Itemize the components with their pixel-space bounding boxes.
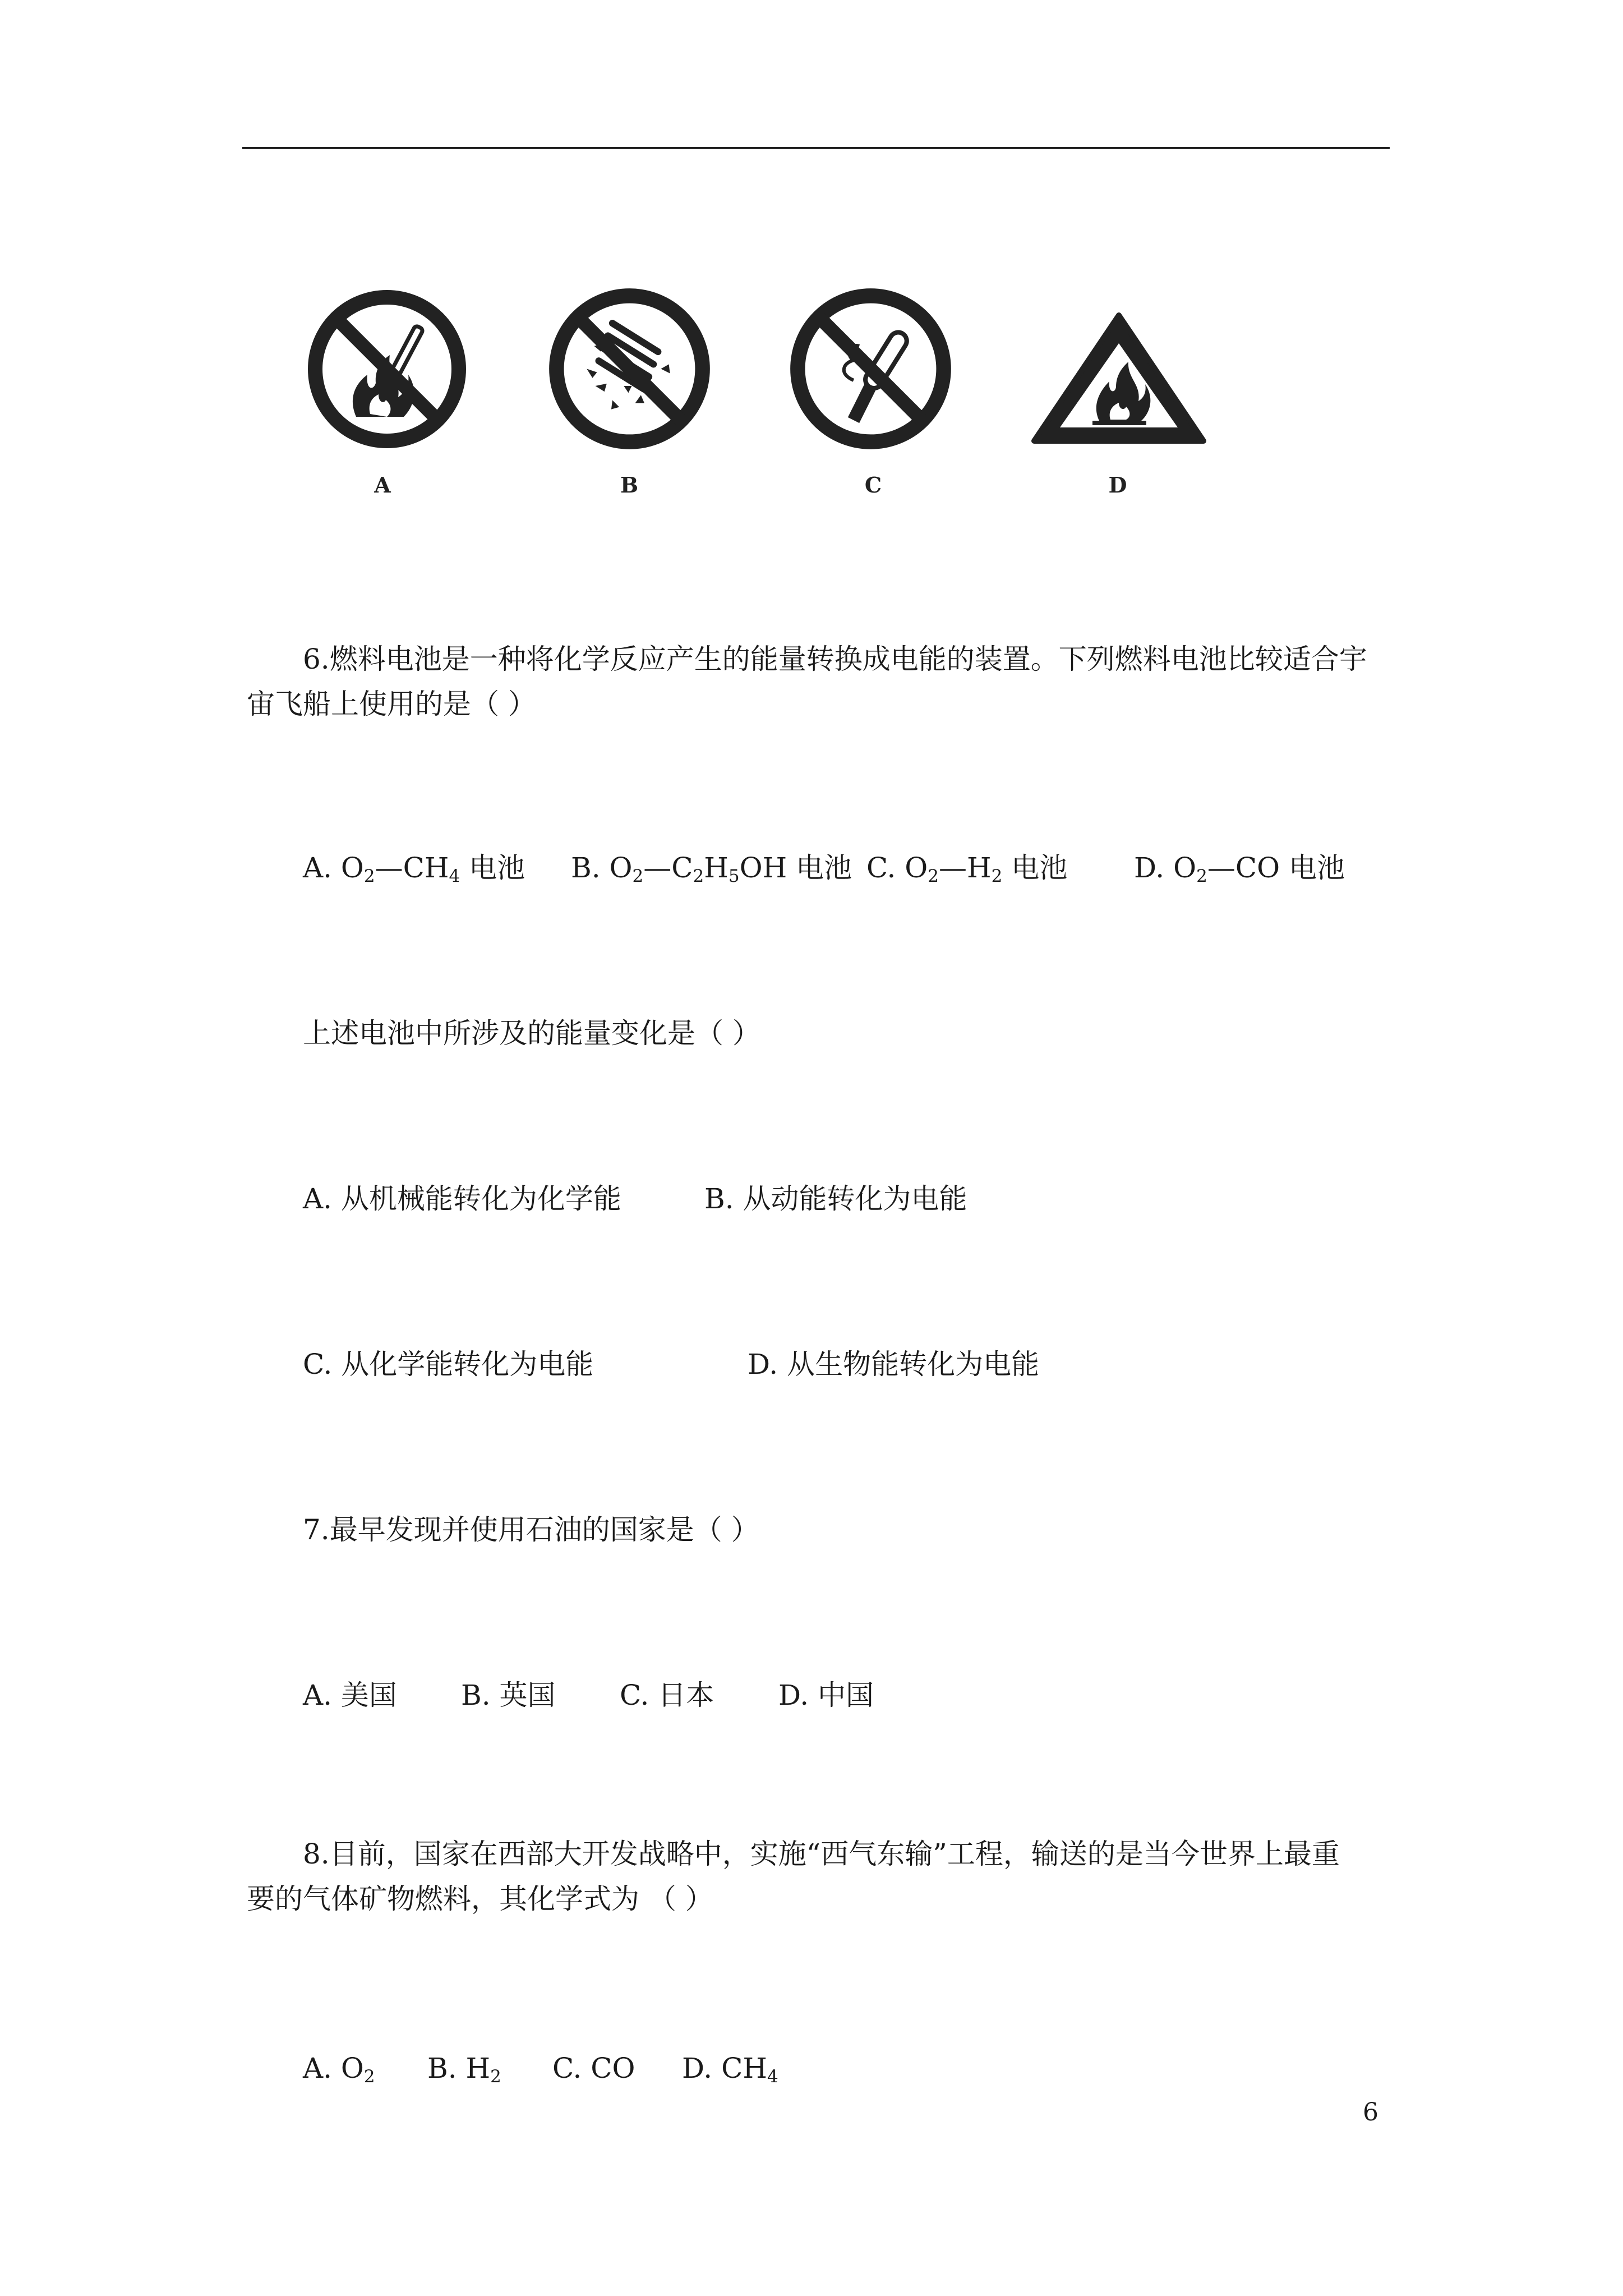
no-open-flame-icon [303, 285, 471, 453]
flammable-warning-icon [1026, 309, 1211, 449]
sign-label-a: A [374, 472, 391, 498]
q6-sub-option-d: D. 从生物能转化为电能 [748, 1348, 1040, 1381]
q6-sub-question: 上述电池中所涉及的能量变化是（ ） [303, 1017, 760, 1050]
q6-sub-option-a: A. 从机械能转化为化学能 [303, 1182, 621, 1215]
q8-option-c: C. CO [552, 2052, 635, 2085]
sign-label-c: C [864, 472, 882, 498]
q7-option-a: A. 美国 [303, 1679, 397, 1711]
question-8-line2: 要的气体矿物燃料，其化学式为 （ ） [247, 1883, 713, 1915]
question-6-line1: 6.燃料电池是一种将化学反应产生的能量转换成电能的装置。下列燃料电池比较适合宇 [303, 643, 1367, 675]
q6-option-a: A. $O_2—CH_4$ 电池 [303, 852, 525, 886]
q6-sub-option-b: B. 从动能转化为电能 [704, 1182, 967, 1215]
question-6-text [247, 637, 1391, 726]
q7-option-b: B. 英国 [461, 1679, 556, 1711]
no-smoking-icon [785, 283, 956, 454]
q8-option-d: D. $CH_4$ [682, 2052, 778, 2087]
q8-option-b: B. $H_2$ [427, 2052, 501, 2087]
q8-option-a: A. $O_2$ [303, 2052, 375, 2087]
question-8-line1: 8.目前，国家在西部大开发战略中，实施“西气东输”工程，输送的是当今世界上最重 [303, 1838, 1340, 1870]
q6-option-d: D. $O_2—CO$ 电池 [1134, 852, 1345, 886]
q6-option-c: C. $O_2—H_2$ 电池 [866, 852, 1068, 886]
sign-label-d: D [1108, 472, 1127, 498]
q6-sub-option-c: C. 从化学能转化为电能 [303, 1348, 594, 1381]
q6-option-b: B. $O_2—C_2H_5OH$ 电池 [571, 852, 852, 886]
no-fireworks-icon [544, 283, 715, 454]
q7-option-d: D. 中国 [778, 1679, 874, 1711]
question-8-text [247, 1832, 1391, 1921]
q7-option-c: C. 日本 [620, 1679, 714, 1711]
safety-signs-row [0, 0, 1623, 539]
question-7-text: 7.最早发现并使用石油的国家是（ ） [303, 1513, 759, 1546]
page-number: 6 [1363, 2098, 1378, 2127]
question-6-line2: 宙飞船上使用的是（ ） [247, 688, 536, 720]
sign-label-b: B [620, 472, 639, 498]
